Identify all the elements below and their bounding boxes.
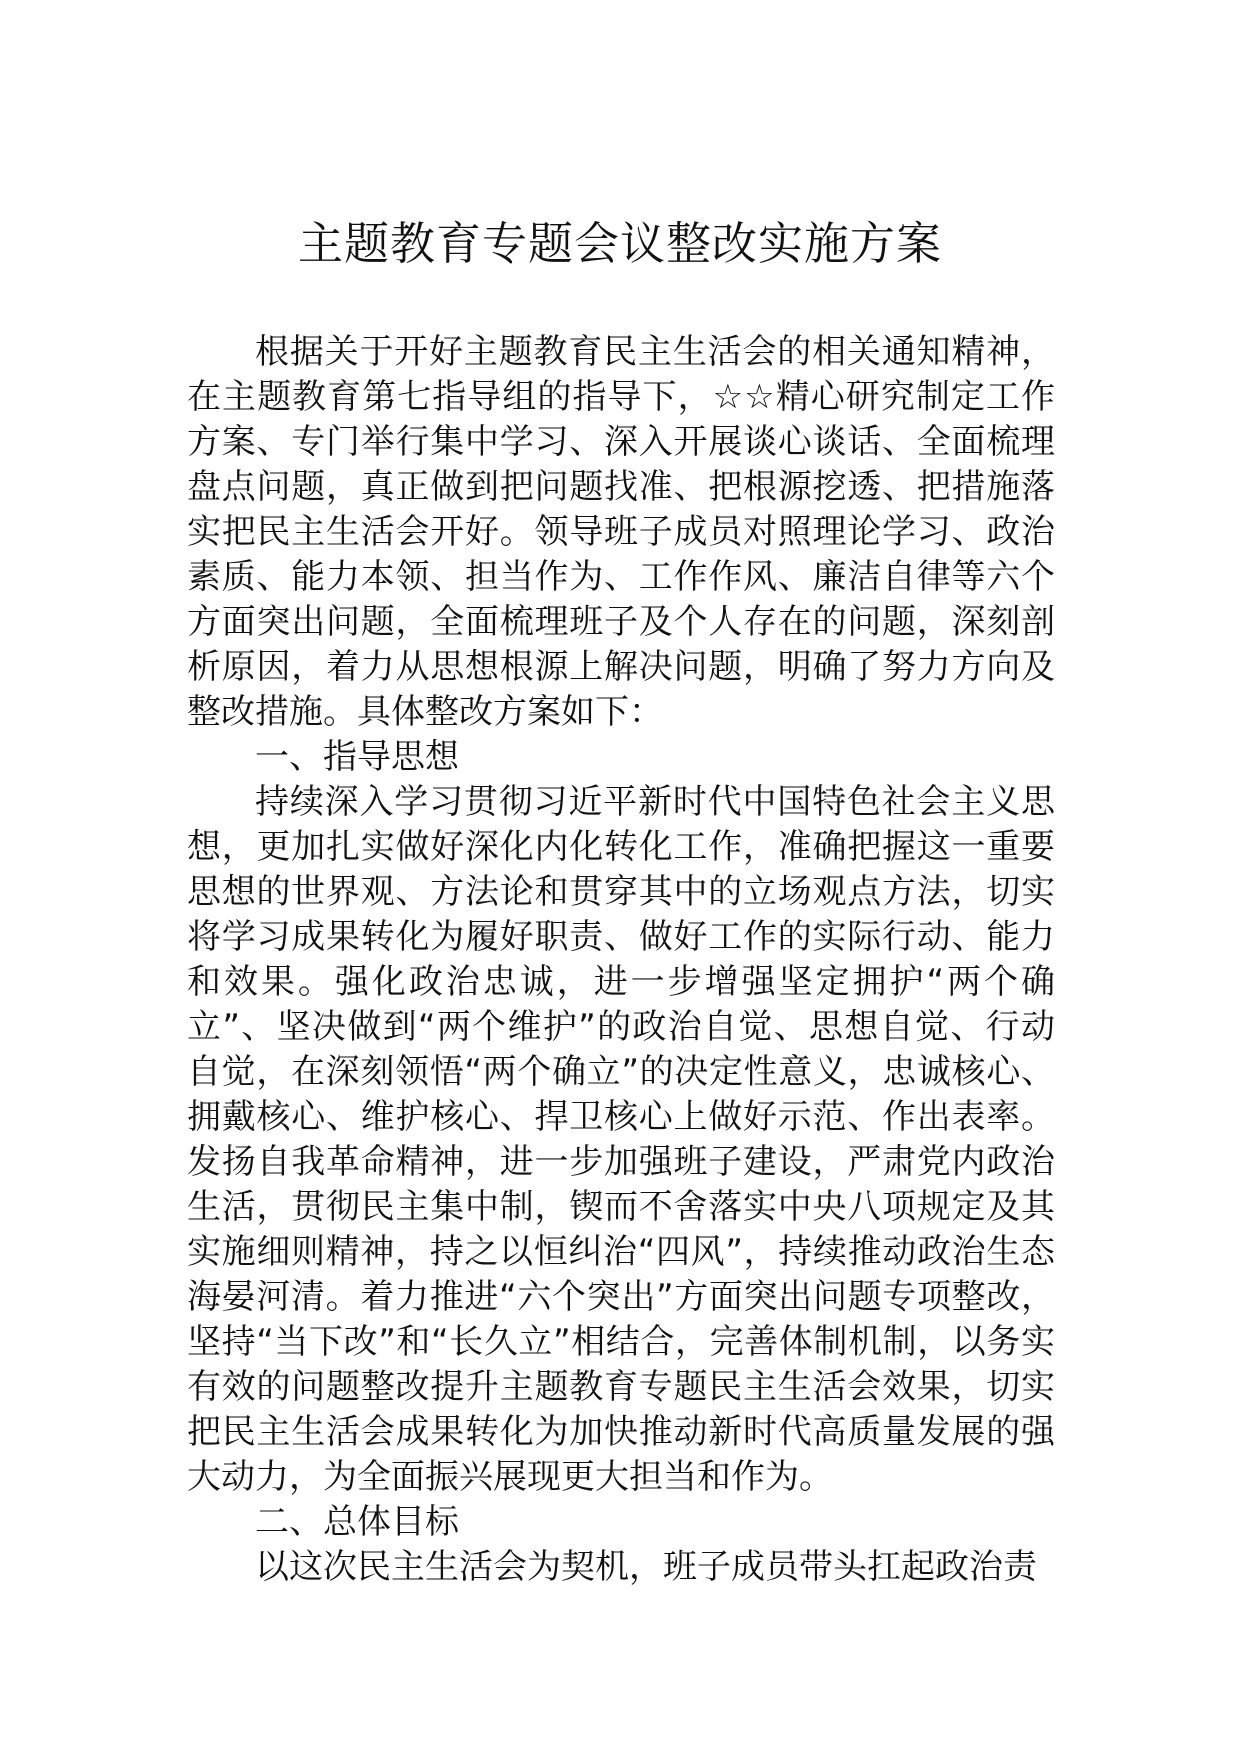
section-heading-guiding-ideology: 一、指导思想 (255, 737, 459, 777)
document-title: 主题教育专题会议整改实施方案 (297, 217, 942, 270)
section-heading-overall-goal: 二、总体目标 (255, 1502, 459, 1542)
intro-paragraph: 根据关于开好主题教育民主生活会的相关通知精神，在主题教育第七指导组的指导下，☆☆精心研究制定工作方案、专门举行集中学习、深入开展谈心谈话、全面梳理盘点问题，真正做到把问题找准、把根源挖透、把措施落实把民主生活会开好。领导班子成员对照理论学习、政治素质、能力本领、担当作为、工作作风、廉洁自律等六个方面突出问题，全面梳理班子及个人存在的问题，深刻剖析原因，着力从思想根源上解决问题，明确了努力方向及整改措施。具体整改方案如下： (187, 332, 1055, 732)
overall-goal-paragraph: 以这次民主生活会为契机，班子成员带头扛起政治责 (255, 1547, 1037, 1587)
document-body (187, 330, 1055, 1590)
guiding-ideology-paragraph: 持续深入学习贯彻习近平新时代中国特色社会主义思想，更加扎实做好深化内化转化工作，准确把握这一重要思想的世界观、方法论和贯穿其中的立场观点方法，切实将学习成果转化为履好职责、做好工作的实际行动、能力和效果。强化政治忠诚，进一步增强坚定拥护“两个确立”、坚决做到“两个维护”的政治自觉、思想自觉、行动自觉，在深刻领悟“两个确立”的决定性意义，忠诚核心、拥戴核心、维护核心、捍卫核心上做好示范、作出表率。发扬自我革命精神，进一步加强班子建设，严肃党内政治生活，贯彻民主集中制，锲而不舍落实中央八项规定及其实施细则精神，持之以恒纠治“四风”，持续推动政治生态海晏河清。着力推进“六个突出”方面突出问题专项整改，坚持“当下改”和“长久立”相结合，完善体制机制，以务实有效的问题整改提升主题教育专题民主生活会效果，切实把民主生活会成果转化为加快推动新时代高质量发展的强大动力，为全面振兴展现更大担当和作为。 (187, 782, 1055, 1497)
